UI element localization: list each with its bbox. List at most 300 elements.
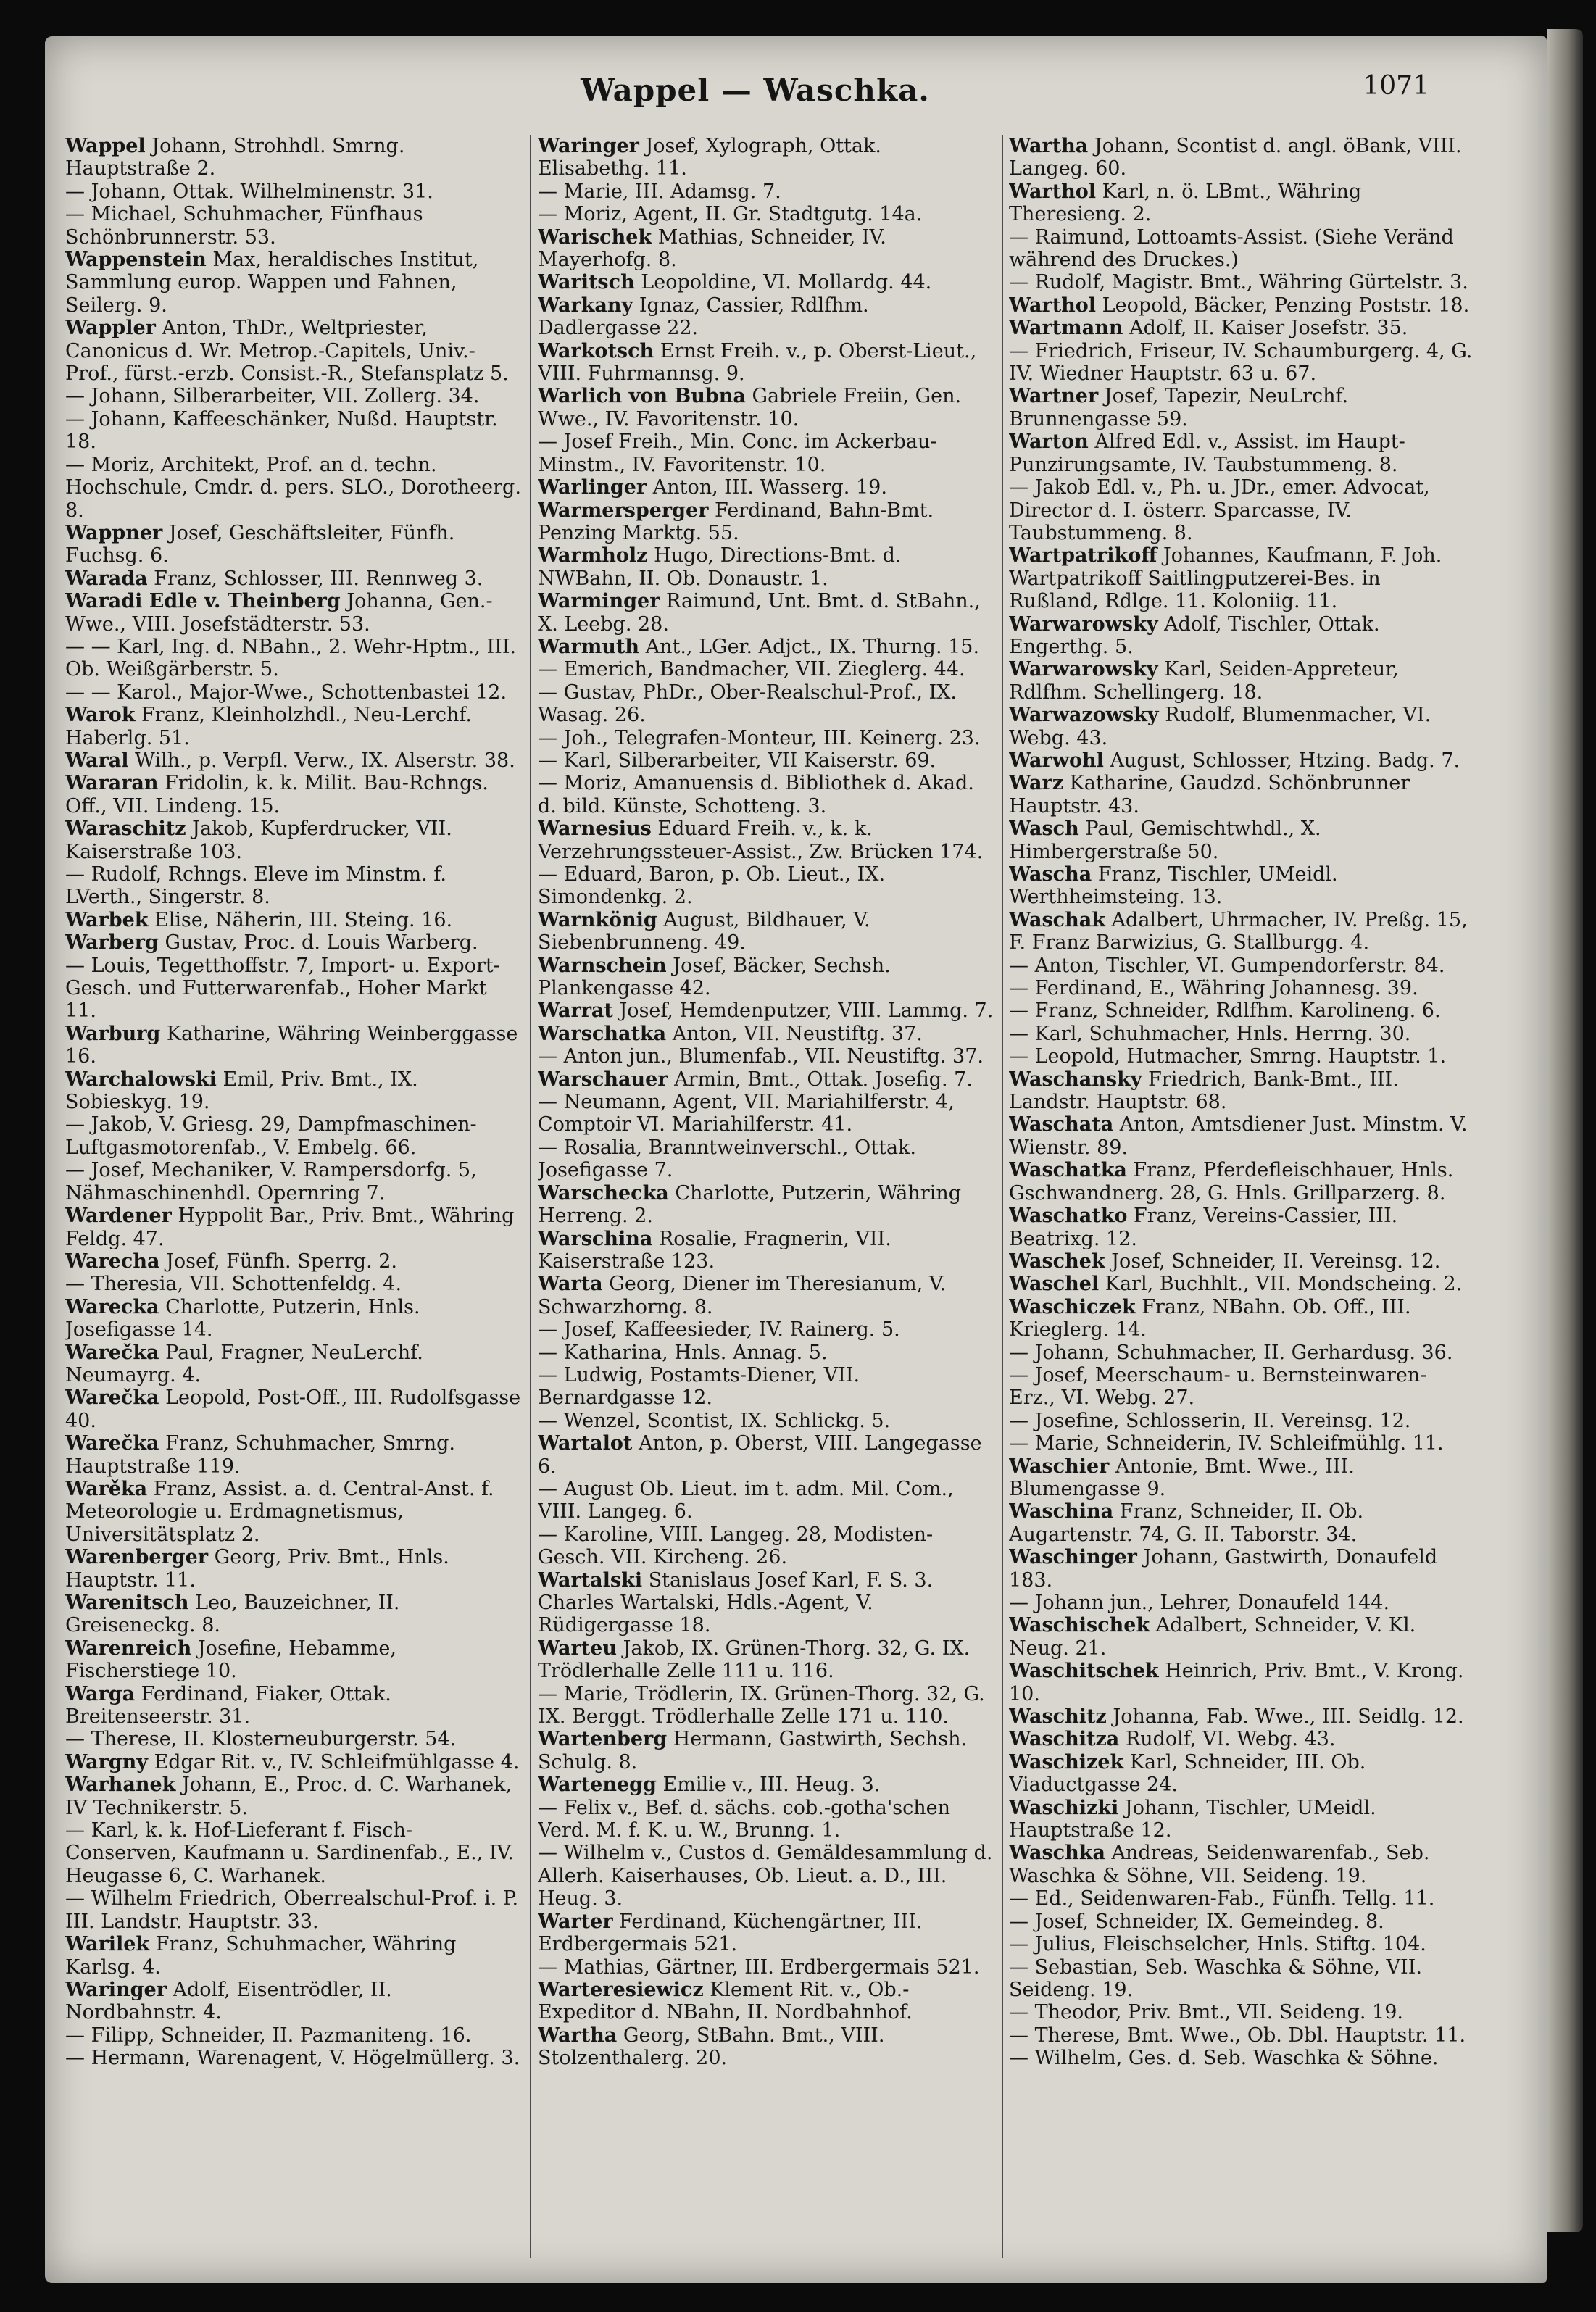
- entry-text: — Wilhelm, Ges. d. Seb. Waschka & Söhne.: [1009, 2047, 1439, 2070]
- directory-entry: [65, 1979, 523, 2024]
- entry-name: Warischek: [538, 225, 652, 249]
- entry-text: Katharine, Währing Weinberggasse 16.: [65, 1022, 518, 1068]
- entry-name: Warschina: [538, 1227, 653, 1250]
- directory-entry: [65, 955, 523, 1023]
- entry-text: — Marie, Trödlerin, IX. Grünen-Thorg. 32, G. IX. Berggt. Trödlerhalle Zelle 171 u. 110.: [538, 1682, 985, 1729]
- directory-entry: [65, 1205, 523, 1250]
- directory-entry: [538, 1478, 996, 1523]
- directory-entry: [1009, 1342, 1473, 1364]
- directory-entry: [538, 772, 996, 818]
- entry-text: — Joh., Telegrafen-Monteur, III. Keinerg. 23.: [538, 726, 981, 749]
- entry-text: Franz, Vereins-Cassier, III. Beatrixg. 12.: [1009, 1205, 1398, 1250]
- directory-entry: [1009, 1956, 1473, 2002]
- directory-entry: [538, 727, 996, 749]
- entry-text: — Sebastian, Seb. Waschka & Söhne, VII. Seideng. 19.: [1009, 1955, 1422, 2001]
- entry-text: Eduard Freih. v., k. k. Verzehrungssteuer-Assist., Zw. Brücken 174.: [538, 818, 984, 863]
- entry-name: Warteresiewicz: [538, 1978, 704, 2001]
- directory-entry: [1009, 1592, 1473, 1614]
- directory-entry: [1009, 476, 1473, 544]
- directory-entry: [1009, 1045, 1473, 1068]
- directory-entry: [1009, 1842, 1473, 1887]
- entry-text: Anton, Amtsdiener Just. Minstm. V. Wienstr. 89.: [1009, 1113, 1468, 1159]
- entry-text: Alfred Edl. v., Assist. im Haupt-Punzirungsamte, IV. Taubstummeng. 8.: [1009, 431, 1405, 476]
- column-divider: [530, 135, 531, 2258]
- directory-entry: [65, 1068, 523, 1114]
- entry-name: Waschitza: [1009, 1728, 1120, 1751]
- entry-text: — Anton, Tischler, VI. Gumpendorferstr. 84.: [1009, 954, 1445, 977]
- entry-name: Warenitsch: [65, 1592, 189, 1614]
- entry-text: — Johann, Silberarbeiter, VII. Zollerg. 34.: [65, 385, 480, 408]
- entry-name: Wargny: [65, 1750, 148, 1773]
- entry-name: Warter: [538, 1910, 613, 1933]
- entry-text: Rudolf, Blumenmacher, VI. Webg. 43.: [1009, 704, 1431, 749]
- entry-text: Franz, Assist. a. d. Central-Anst. f. Meteorologie u. Erdmagnetismus, Universitätsplatz 2.: [65, 1477, 494, 1546]
- entry-text: — Josefine, Schlosserin, II. Vereinsg. 12.: [1009, 1409, 1411, 1432]
- column-2: [538, 135, 996, 2266]
- entry-text: — Therese, Bmt. Wwe., Ob. Dbl. Hauptstr. 11.: [1009, 2024, 1466, 2047]
- entry-name: Warečka: [65, 1386, 159, 1410]
- directory-entry: [1009, 1113, 1473, 1159]
- entry-name: Wardener: [65, 1205, 172, 1228]
- entry-name: Warthol: [1009, 294, 1097, 317]
- directory-entry: [65, 135, 523, 180]
- directory-entry: [538, 544, 996, 590]
- entry-text: — Ludwig, Postamts-Diener, VII. Bernardgasse 12.: [538, 1363, 860, 1410]
- entry-text: Adalbert, Uhrmacher, IV. Preßg. 15, F. Franz Barwizius, G. Stallburgg. 4.: [1009, 908, 1468, 955]
- entry-text: Edgar Rit. v., IV. Schleifmühlgasse 4.: [154, 1750, 520, 1773]
- entry-name: Warta: [538, 1273, 603, 1296]
- directory-entry: [65, 818, 523, 863]
- directory-entry: [1009, 1250, 1473, 1273]
- entry-text: — Rudolf, Rchngs. Eleve im Minstm. f. LVerth., Singerstr. 8.: [65, 863, 446, 909]
- directory-entry: [1009, 226, 1473, 272]
- entry-text: Rosalie, Fragnerin, VII. Kaiserstraße 123.: [538, 1227, 891, 1273]
- directory-entry: [1009, 772, 1473, 818]
- directory-entry: [65, 749, 523, 772]
- directory-entry: [1009, 180, 1473, 226]
- directory-entry: [538, 226, 996, 272]
- entry-name: Wartner: [1009, 385, 1099, 408]
- directory-entry: [1009, 1546, 1473, 1592]
- entry-text: — Jakob, V. Griesg. 29, Dampfmaschinen-Luftgasmotorenfab., V. Embelg. 66.: [65, 1113, 477, 1159]
- directory-entry: [538, 180, 996, 203]
- entry-text: — Jakob Edl. v., Ph. u. JDr., emer. Advocat, Director d. I. österr. Sparcasse, IV. Taubstummeng. 8.: [1009, 476, 1430, 544]
- entry-text: Max, heraldisches Institut, Sammlung europ. Wappen und Fahnen, Seilerg. 9.: [65, 249, 479, 317]
- directory-entry: [1009, 1364, 1473, 1410]
- entry-text: — Emerich, Bandmacher, VII. Zieglerg. 44.: [538, 658, 965, 681]
- page-title: Wappel — Waschka.: [581, 72, 930, 108]
- entry-text: Karl, n. ö. LBmt., Währing Theresieng. 2.: [1009, 180, 1362, 226]
- directory-entry: [538, 1773, 996, 1796]
- entry-text: — Ed., Seidenwaren-Fab., Fünfh. Tellg. 11.: [1009, 1887, 1435, 1910]
- directory-entry: [538, 1637, 996, 1683]
- entry-text: — Karl, Schuhmacher, Hnls. Herrng. 30.: [1009, 1022, 1411, 1045]
- entry-text: Franz, Schlosser, III. Rennweg 3.: [154, 567, 483, 590]
- entry-text: Jakob, IX. Grünen-Thorg. 32, G. IX. Trödlerhalle Zelle 111 u. 116.: [538, 1637, 971, 1683]
- entry-text: Georg, Diener im Theresianum, V. Schwarzhorng. 8.: [538, 1273, 947, 1318]
- entry-text: — Leopold, Hutmacher, Smrng. Hauptstr. 1.: [1009, 1045, 1447, 1068]
- entry-text: — Katharina, Hnls. Annag. 5.: [538, 1341, 828, 1364]
- directory-entry: [1009, 2001, 1473, 2024]
- directory-entry: [538, 1432, 996, 1478]
- entry-text: Rudolf, VI. Webg. 43.: [1125, 1728, 1336, 1751]
- directory-entry: [1009, 1068, 1473, 1114]
- entry-name: Waschel: [1009, 1273, 1100, 1296]
- entry-name: Waschizki: [1009, 1796, 1119, 1819]
- directory-entry: [1009, 613, 1473, 659]
- entry-text: — Karl, Silberarbeiter, VII Kaiserstr. 69.: [538, 749, 936, 772]
- entry-text: August, Schlosser, Htzing. Badg. 7.: [1110, 749, 1460, 772]
- entry-text: Stanislaus Josef Karl, F. S. 3. Charles Wartalski, Hdls.-Agent, V. Rüdigergasse 18.: [538, 1568, 934, 1637]
- entry-text: — Marie, Schneiderin, IV. Schleifmühlg. 11.: [1009, 1432, 1444, 1455]
- entry-text: Jakob, Kupferdrucker, VII. Kaiserstraße 103.: [65, 818, 452, 863]
- directory-entry: [538, 271, 996, 294]
- directory-entry: [65, 772, 523, 818]
- entry-text: — Wenzel, Scontist, IX. Schlickg. 5.: [538, 1409, 891, 1432]
- directory-entry: [65, 1023, 523, 1068]
- entry-name: Warschecka: [538, 1181, 669, 1205]
- directory-entry: [538, 636, 996, 658]
- directory-entry: [538, 1728, 996, 1773]
- entry-text: — Raimund, Lottoamts-Assist. (Siehe Veränd während des Druckes.): [1009, 225, 1454, 272]
- entry-text: Franz, Kleinholzhdl., Neu-Lerchf. Haberlg. 51.: [65, 704, 472, 749]
- directory-entry: [65, 2047, 523, 2069]
- entry-text: Karl, Schneider, III. Ob. Viaductgasse 24.: [1009, 1750, 1366, 1797]
- directory-entry: [538, 476, 996, 499]
- entry-text: Josef, Bäcker, Sechsh. Plankengasse 42.: [538, 954, 891, 1000]
- entry-name: Warthol: [1009, 180, 1097, 203]
- entry-name: Waschitschek: [1009, 1660, 1159, 1683]
- entry-text: Josef, Tapezir, NeuLrchf. Brunnengasse 59.: [1009, 385, 1349, 431]
- entry-text: Emil, Priv. Bmt., IX. Sobieskyg. 19.: [65, 1068, 418, 1114]
- directory-entry: [538, 1182, 996, 1228]
- entry-text: Franz, Schuhmacher, Smrng. Hauptstraße 119.: [65, 1432, 455, 1478]
- directory-entry: [538, 1273, 996, 1318]
- entry-text: — Julius, Fleischselcher, Hnls. Stiftg. 104.: [1009, 1933, 1426, 1956]
- entry-name: Waschischek: [1009, 1614, 1150, 1637]
- entry-name: Warminger: [538, 590, 660, 613]
- directory-entry: [65, 1342, 523, 1387]
- entry-text: — Moriz, Agent, II. Gr. Stadtgutg. 14a.: [538, 203, 923, 226]
- directory-entry: [1009, 1023, 1473, 1045]
- entry-name: Warburg: [65, 1022, 161, 1045]
- directory-entry: [538, 431, 996, 476]
- entry-name: Warkany: [538, 294, 633, 317]
- directory-entry: [65, 567, 523, 590]
- entry-name: Warwarowsky: [1009, 658, 1158, 681]
- entry-name: Wartha: [1009, 135, 1089, 157]
- entry-text: Franz, NBahn. Ob. Off., III. Krieglerg. 14.: [1009, 1295, 1411, 1342]
- entry-name: Warwohl: [1009, 749, 1104, 772]
- entry-text: Anton, VII. Neustiftg. 37.: [672, 1022, 923, 1045]
- entry-name: Warěka: [65, 1477, 148, 1500]
- entry-text: — Mathias, Gärtner, III. Erdbergermais 521.: [538, 1955, 980, 1979]
- directory-entry: [65, 1273, 523, 1295]
- directory-entry: [1009, 749, 1473, 772]
- entry-name: Warga: [65, 1682, 136, 1705]
- column-1: [65, 135, 523, 2266]
- entry-name: Warnkönig: [538, 908, 657, 931]
- entry-text: — Karl, k. k. Hof-Lieferant f. Fisch-Conserven, Kaufmann u. Sardinenfab., E., IV. Heugasse 6, C. Warhanek.: [65, 1819, 514, 1887]
- entry-name: Waschitz: [1009, 1705, 1107, 1729]
- directory-entry: [1009, 431, 1473, 476]
- entry-text: — August Ob. Lieut. im t. adm. Mil. Com., VIII. Langeg. 6.: [538, 1477, 954, 1523]
- directory-entry: [1009, 1910, 1473, 1933]
- entry-text: Friedrich, Bank-Bmt., III. Landstr. Hauptstr. 68.: [1009, 1068, 1399, 1114]
- entry-text: Gustav, Proc. d. Louis Warberg.: [165, 931, 478, 955]
- entry-text: — Wilhelm v., Custos d. Gemäldesammlung d. Allerh. Kaiserhauses, Ob. Lieut. a. D., III. Heug. 3.: [538, 1842, 993, 1910]
- entry-text: Ferdinand, Bahn-Bmt. Penzing Marktg. 55.: [538, 499, 934, 544]
- entry-name: Warwazowsky: [1009, 704, 1159, 727]
- entry-text: — Josef, Schneider, IX. Gemeindeg. 8.: [1009, 1910, 1384, 1933]
- entry-text: Karl, Seiden-Appreteur, Rdlfhm. Schellingerg. 18.: [1009, 658, 1399, 704]
- entry-name: Warecha: [65, 1249, 160, 1273]
- entry-text: Leopold, Post-Off., III. Rudolfsgasse 40.: [65, 1386, 521, 1432]
- entry-text: Charlotte, Putzerin, Währing Herreng. 2.: [538, 1181, 961, 1228]
- entry-text: Johann, Scontist d. angl. öBank, VIII. Langeg. 60.: [1009, 135, 1462, 180]
- entry-text: Karl, Buchhlt., VII. Mondscheing. 2.: [1105, 1273, 1463, 1296]
- entry-name: Warnschein: [538, 954, 667, 977]
- entry-text: Leopoldine, VI. Mollardg. 44.: [641, 271, 932, 294]
- entry-name: Warwarowsky: [1009, 612, 1158, 636]
- entry-text: — Johann, Ottak. Wilhelminenstr. 31.: [65, 180, 433, 203]
- entry-name: Warhanek: [65, 1773, 176, 1797]
- directory-entry: [538, 1136, 996, 1182]
- directory-entry: [538, 863, 996, 909]
- directory-entry: [538, 135, 996, 180]
- entry-text: — Felix v., Bef. d. sächs. cob.-gotha'schen Verd. M. f. K. u. W., Brunng. 1.: [538, 1796, 951, 1842]
- entry-name: Waschinger: [1009, 1546, 1137, 1569]
- entry-name: Wascha: [1009, 863, 1092, 886]
- entry-text: Hermann, Gastwirth, Sechsh. Schulg. 8.: [538, 1728, 968, 1773]
- entry-text: Elise, Näherin, III. Steing. 16.: [154, 908, 453, 931]
- entry-text: Johanna, Fab. Wwe., III. Seidlg. 12.: [1113, 1705, 1464, 1729]
- entry-name: Warz: [1009, 772, 1064, 795]
- directory-entry: [1009, 863, 1473, 909]
- directory-entry: [1009, 1728, 1473, 1750]
- entry-name: Warok: [65, 704, 136, 727]
- directory-entry: [1009, 1296, 1473, 1342]
- directory-entry: [538, 340, 996, 386]
- entry-name: Waradi Edle v. Theinberg: [65, 590, 341, 613]
- directory-entry: [538, 294, 996, 340]
- directory-entry: [65, 1728, 523, 1750]
- entry-text: Klement Rit. v., Ob.-Expeditor d. NBahn, II. Nordbahnhof.: [538, 1978, 913, 2024]
- directory-entry: [538, 1842, 996, 1910]
- directory-entry: [1009, 1273, 1473, 1295]
- entry-text: Franz, Tischler, UMeidl. Werthheimsteing. 13.: [1009, 863, 1338, 909]
- entry-text: Leopold, Bäcker, Penzing Poststr. 18.: [1102, 294, 1470, 317]
- entry-text: — Moriz, Amanuensis d. Bibliothek d. Akad. d. bild. Künste, Schotteng. 3.: [538, 772, 974, 818]
- directory-entry: [538, 1523, 996, 1569]
- entry-text: — Anton jun., Blumenfab., VII. Neustiftg. 37.: [538, 1045, 984, 1068]
- directory-entry: [65, 863, 523, 909]
- entry-name: Warkotsch: [538, 339, 654, 362]
- directory-entry: [538, 1956, 996, 1979]
- directory-entry: [1009, 818, 1473, 863]
- directory-entry: [538, 385, 996, 431]
- entry-name: Wappenstein: [65, 249, 207, 272]
- entry-text: — Friedrich, Friseur, IV. Schaumburgerg. 4, G. IV. Wiedner Hauptstr. 63 u. 67.: [1009, 339, 1473, 386]
- entry-name: Warečka: [65, 1341, 159, 1364]
- directory-entry: [538, 818, 996, 863]
- entry-text: — Moriz, Architekt, Prof. an d. techn. Hochschule, Cmdr. d. pers. SLO., Dorotheerg. 8.: [65, 453, 521, 522]
- directory-entry: [538, 1364, 996, 1410]
- entry-name: Warlinger: [538, 476, 647, 499]
- entry-text: — Josef, Meerschaum- u. Bernsteinwaren-Erz., VI. Webg. 27.: [1009, 1363, 1427, 1410]
- entry-text: Ernst Freih. v., p. Oberst-Lieut., VIII. Fuhrmannsg. 9.: [538, 339, 977, 386]
- directory-entry: [1009, 385, 1473, 431]
- entry-text: — Rosalia, Branntweinverschl., Ottak. Josefigasse 7.: [538, 1136, 917, 1182]
- page-edge: [1547, 29, 1583, 2232]
- directory-entry: [65, 1637, 523, 1683]
- entry-text: Josef, Fünfh. Sperrg. 2.: [166, 1249, 397, 1273]
- directory-entry: [1009, 977, 1473, 999]
- entry-text: — — Karl, Ing. d. NBahn., 2. Wehr-Hptm., III. Ob. Weißgärberstr. 5.: [65, 635, 517, 681]
- entry-name: Warečka: [65, 1432, 159, 1455]
- entry-name: Wartmann: [1009, 317, 1123, 340]
- directory-entry: [1009, 704, 1473, 749]
- directory-entry: [1009, 1797, 1473, 1842]
- directory-entry: [1009, 1933, 1473, 1955]
- directory-entry: [65, 704, 523, 749]
- entry-text: Johannes, Kaufmann, F. Joh. Wartpatrikoff Saitlingputzerei-Bes. in Rußland, Rdlge. 11. Koloniig. 11.: [1009, 544, 1442, 613]
- entry-name: Warschauer: [538, 1068, 668, 1091]
- entry-text: Heinrich, Priv. Bmt., V. Krong. 10.: [1009, 1660, 1464, 1705]
- entry-text: Franz, Pferdefleischhauer, Hnls. Gschwandnerg. 28, G. Hnls. Grillparzerg. 8.: [1009, 1159, 1454, 1205]
- directory-entry: [1009, 909, 1473, 955]
- entry-text: — Josef, Mechaniker, V. Rampersdorfg. 5, Nähmaschinenhdl. Opernring 7.: [65, 1159, 477, 1205]
- directory-entry: [65, 180, 523, 203]
- entry-text: Josef, Schneider, II. Vereinsg. 12.: [1111, 1249, 1441, 1273]
- directory-entry: [538, 499, 996, 545]
- entry-text: — Michael, Schuhmacher, Fünfhaus Schönbrunnerstr. 53.: [65, 203, 423, 249]
- entry-name: Warnesius: [538, 818, 652, 841]
- entry-text: Josefine, Hebamme, Fischerstiege 10.: [65, 1637, 396, 1683]
- directory-entry: [65, 1159, 523, 1205]
- entry-text: Adolf, Eisentrödler, II. Nordbahnstr. 4.: [65, 1978, 392, 2024]
- entry-text: Antonie, Bmt. Wwe., III. Blumengasse 9.: [1009, 1455, 1355, 1500]
- entry-text: Hugo, Directions-Bmt. d. NWBahn, II. Ob. Donaustr. 1.: [538, 544, 902, 590]
- entry-text: — Louis, Tegetthoffstr. 7, Import- u. Export-Gesch. und Futterwarenfab., Hoher Markt 11.: [65, 954, 500, 1023]
- entry-name: Wartalski: [538, 1568, 643, 1592]
- directory-entry: [65, 681, 523, 704]
- entry-text: — Hermann, Warenagent, V. Högelmüllerg. 3.: [65, 2047, 520, 2070]
- directory-entry: [1009, 658, 1473, 704]
- entry-name: Warmholz: [538, 544, 648, 567]
- directory-entry: [1009, 1432, 1473, 1455]
- directory-entry: [538, 909, 996, 955]
- entry-text: — Neumann, Agent, VII. Mariahilferstr. 4, Comptoir VI. Mariahilferstr. 41.: [538, 1091, 955, 1136]
- entry-text: — Johann, Kaffeeschänker, Nußd. Hauptstr. 18.: [65, 407, 498, 454]
- entry-name: Warton: [1009, 431, 1089, 454]
- entry-name: Waschatka: [1009, 1159, 1127, 1182]
- directory-entry: [1009, 955, 1473, 977]
- directory-entry: [1009, 999, 1473, 1022]
- entry-text: Charlotte, Putzerin, Hnls. Josefigasse 14.: [65, 1295, 420, 1342]
- directory-entry: [65, 1478, 523, 1546]
- entry-name: Wappner: [65, 521, 163, 544]
- entry-name: Waschatko: [1009, 1205, 1128, 1228]
- entry-text: Leo, Bauzeichner, II. Greiseneckg. 8.: [65, 1592, 400, 1637]
- entry-name: Waschier: [1009, 1455, 1110, 1478]
- entry-name: Wartpatrikoff: [1009, 544, 1157, 567]
- entry-text: — — Karol., Major-Wwe., Schottenbastei 12.: [65, 681, 507, 704]
- entry-name: Wasch: [1009, 818, 1079, 841]
- entry-text: Adalbert, Schneider, V. Kl. Neug. 21.: [1009, 1614, 1416, 1660]
- directory-entry: [1009, 1705, 1473, 1728]
- directory-entry: [65, 1751, 523, 1773]
- directory-entry: [538, 1228, 996, 1273]
- entry-text: Ignaz, Cassier, Rdlfhm. Dadlergasse 22.: [538, 294, 869, 340]
- entry-name: Wappel: [65, 135, 146, 157]
- directory-entry: [1009, 1500, 1473, 1546]
- entry-name: Wappler: [65, 317, 156, 340]
- entry-name: Waschizek: [1009, 1750, 1124, 1773]
- entry-name: Wartenberg: [538, 1728, 668, 1751]
- directory-entry: [65, 636, 523, 681]
- entry-text: — Ferdinand, E., Währing Johannesg. 39.: [1009, 977, 1418, 1000]
- directory-entry: [538, 1318, 996, 1341]
- entry-name: Waringer: [65, 1978, 167, 2001]
- directory-entry: [1009, 135, 1473, 180]
- directory-entry: [538, 1797, 996, 1842]
- entry-name: Waschansky: [1009, 1068, 1142, 1091]
- directory-entry: [1009, 271, 1473, 294]
- entry-name: Waschek: [1009, 1249, 1105, 1273]
- entry-name: Waringer: [538, 135, 639, 157]
- entry-name: Warecka: [65, 1295, 159, 1318]
- directory-entry: [65, 1933, 523, 1979]
- entry-text: — Wilhelm Friedrich, Oberrealschul-Prof. i. P. III. Landstr. Hauptstr. 33.: [65, 1887, 519, 1933]
- directory-entry: [1009, 1410, 1473, 1432]
- entry-text: Johann, E., Proc. d. C. Warhanek, IV Technikerstr. 5.: [65, 1773, 512, 1819]
- entry-name: Waschiczek: [1009, 1295, 1136, 1318]
- directory-entry: [1009, 340, 1473, 386]
- entry-text: Gabriele Freiin, Gen. Wwe., IV. Favoritenstr. 10.: [538, 385, 962, 431]
- entry-text: — Rudolf, Magistr. Bmt., Währing Gürtelstr. 3.: [1009, 271, 1468, 294]
- directory-entry: [65, 590, 523, 636]
- entry-name: Warmersperger: [538, 499, 709, 522]
- directory-entry: [1009, 1887, 1473, 1910]
- entry-name: Warenreich: [65, 1637, 192, 1660]
- directory-entry: [538, 955, 996, 1000]
- directory-entry: [538, 590, 996, 636]
- directory-entry: [65, 2024, 523, 2047]
- entry-text: Andreas, Seidenwarenfab., Seb. Waschka & Söhne, VII. Seideng. 19.: [1009, 1842, 1430, 1887]
- directory-entry: [538, 1023, 996, 1045]
- entry-text: Fridolin, k. k. Milit. Bau-Rchngs. Off., VII. Lindeng. 15.: [65, 772, 489, 818]
- directory-entry: [65, 249, 523, 317]
- directory-entry: [1009, 294, 1473, 317]
- entry-text: Josef, Geschäftsleiter, Fünfh. Fuchsg. 6.: [65, 521, 455, 567]
- directory-entry: [1009, 1455, 1473, 1501]
- entry-text: Johann, Strohhdl. Smrng. Hauptstraße 2.: [65, 135, 405, 180]
- entry-text: Franz, Schuhmacher, Währing Karlsg. 4.: [65, 1933, 457, 1979]
- entry-name: Waraschitz: [65, 818, 186, 841]
- entry-name: Warada: [65, 567, 148, 590]
- directory-entry: [1009, 1159, 1473, 1205]
- directory-entry: [538, 681, 996, 727]
- entry-name: Warschatka: [538, 1022, 667, 1045]
- entry-text: — Theresia, VII. Schottenfeldg. 4.: [65, 1273, 402, 1296]
- entry-name: Warbek: [65, 908, 149, 931]
- entry-name: Waritsch: [538, 271, 635, 294]
- directory-entry: [538, 1091, 996, 1136]
- entry-text: Anton, p. Oberst, VIII. Langegasse 6.: [538, 1432, 982, 1478]
- directory-entry: [65, 1432, 523, 1478]
- directory-entry: [538, 203, 996, 225]
